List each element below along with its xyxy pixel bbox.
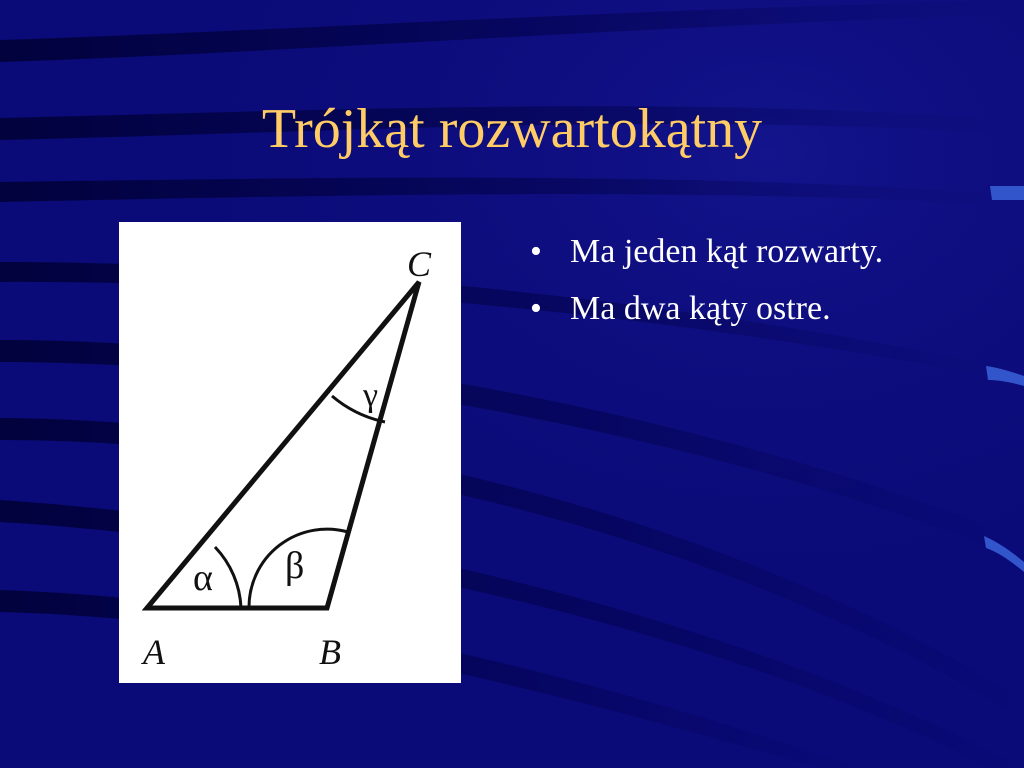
vertex-label-c: C [407, 244, 432, 284]
vertex-label-a: A [143, 632, 165, 672]
bullet-item [528, 289, 1008, 329]
angle-label-alpha: α [193, 557, 213, 599]
bullet-item [528, 232, 1008, 272]
angle-arc-alpha [215, 547, 241, 608]
bullet-marker: • [530, 233, 542, 270]
vertex-label-b: B [319, 632, 341, 672]
triangle-outline [147, 282, 419, 608]
bullet-list [528, 232, 1008, 346]
slide-title: Trójkąt rozwartokątny [261, 98, 763, 160]
bullet-text: Ma jeden kąt rozwarty. [570, 233, 884, 270]
angle-label-gamma: γ [363, 377, 379, 414]
angle-label-beta: β [285, 545, 305, 587]
bullet-marker: • [530, 290, 542, 327]
bullet-text: Ma dwa kąty ostre. [570, 290, 831, 327]
triangle-figure [119, 222, 461, 683]
obtuse-triangle-diagram [119, 222, 461, 683]
